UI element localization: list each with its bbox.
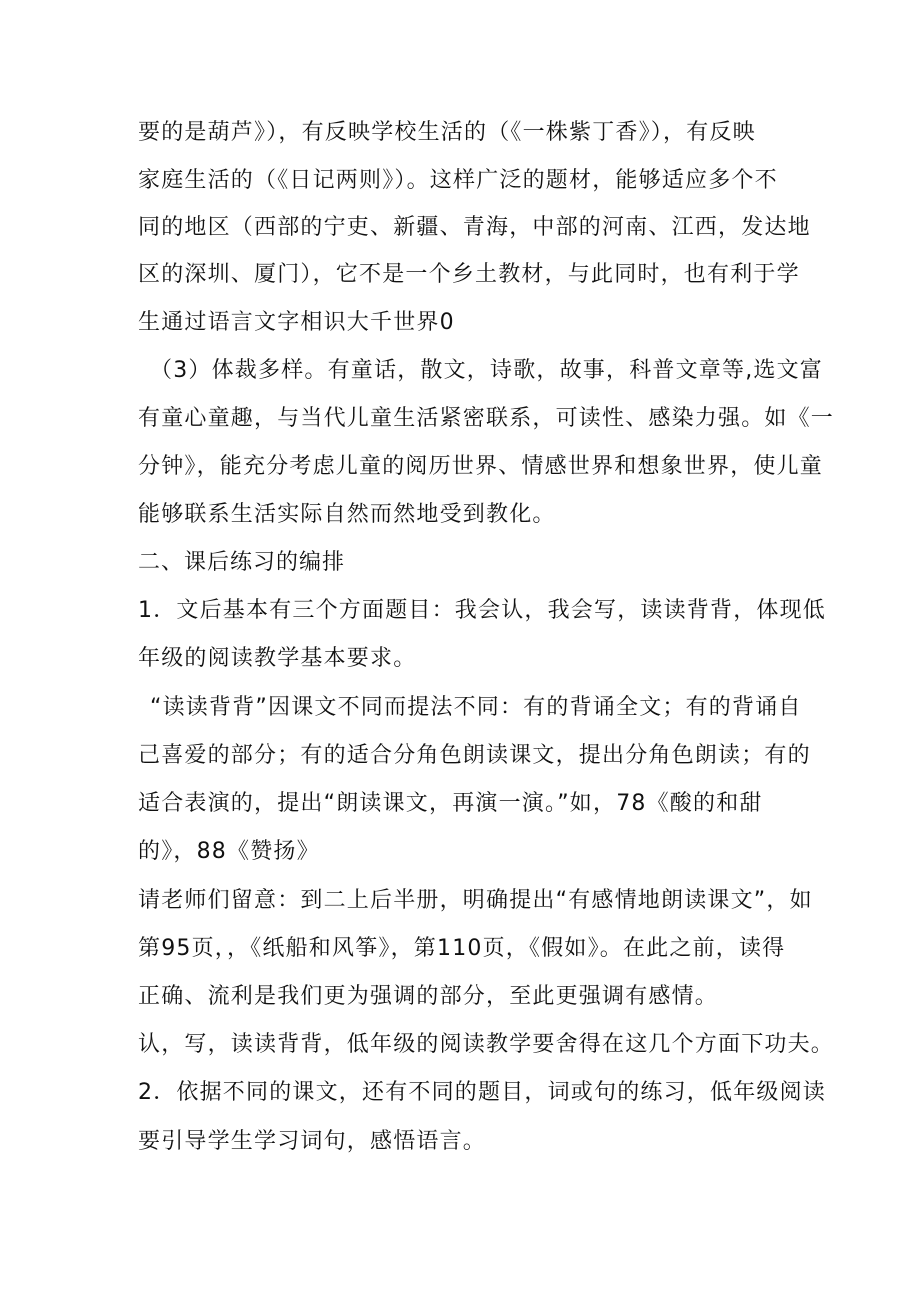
text-line: 请老师们留意：到二上后半册，明确提出“有感情地朗读课文”，如: [138, 888, 813, 913]
text-line: 第95页，，《纸船和风筝》，第110页，《假如》。在此之前，读得: [138, 936, 786, 961]
section-heading: 二、课后练习的编排: [138, 550, 346, 575]
text-line: 要引导学生学习词句，感悟语言。: [138, 1129, 487, 1154]
text-line: 要的是葫芦》），有反映学校生活的（《一株紫丁香》），有反映: [138, 120, 756, 145]
text-line: 能够联系生活实际自然而然地受到教化。: [138, 502, 556, 527]
text-line: “读读背背”因课文不同而提法不同：有的背诵全文；有的背诵自: [150, 695, 802, 720]
text-line: 认，写，读读背背，低年级的阅读教学要舍得在这几个方面下功夫。: [138, 1032, 835, 1057]
text-line: 1．文后基本有三个方面题目：我会认，我会写，读读背背，体现低: [138, 598, 826, 623]
text-line: 己喜爱的部分；有的适合分角色朗读课文，提出分角色朗读；有的: [138, 743, 811, 768]
text-line: 区的深圳、厦门），它不是一个乡土教材，与此同时，也有利于学: [138, 262, 800, 287]
text-line: （3）体裁多样。有童话，散文，诗歌，故事，科普文章等,选文富: [150, 358, 823, 383]
text-line: 适合表演的，提出“朗读课文，再演一演。”如，78《酸的和甜: [138, 791, 763, 816]
text-line: 正确、流利是我们更为强调的部分，至此更强调有感情。: [138, 984, 719, 1009]
text-line: 2．依据不同的课文，还有不同的题目，词或句的练习，低年级阅读: [138, 1080, 826, 1105]
text-line: 年级的阅读教学基本要求。: [138, 646, 417, 671]
text-line: 分钟》，能充分考虑儿童的阅历世界、情感世界和想象世界，使儿童: [138, 454, 824, 479]
text-line: 同的地区（西部的宁吏、新疆、青海，中部的河南、江西，发达地: [138, 215, 811, 240]
text-line: 家庭生活的（《日记两则》）。这样广泛的题材，能够适应多个不: [138, 168, 778, 193]
text-line: 生通过语言文字相识大千世界0: [138, 310, 455, 335]
text-line: 有童心童趣，与当代儿童生活紧密联系，可读性、感染力强。如《一: [138, 406, 835, 431]
text-line: 的》，88《赞扬》: [138, 839, 320, 864]
